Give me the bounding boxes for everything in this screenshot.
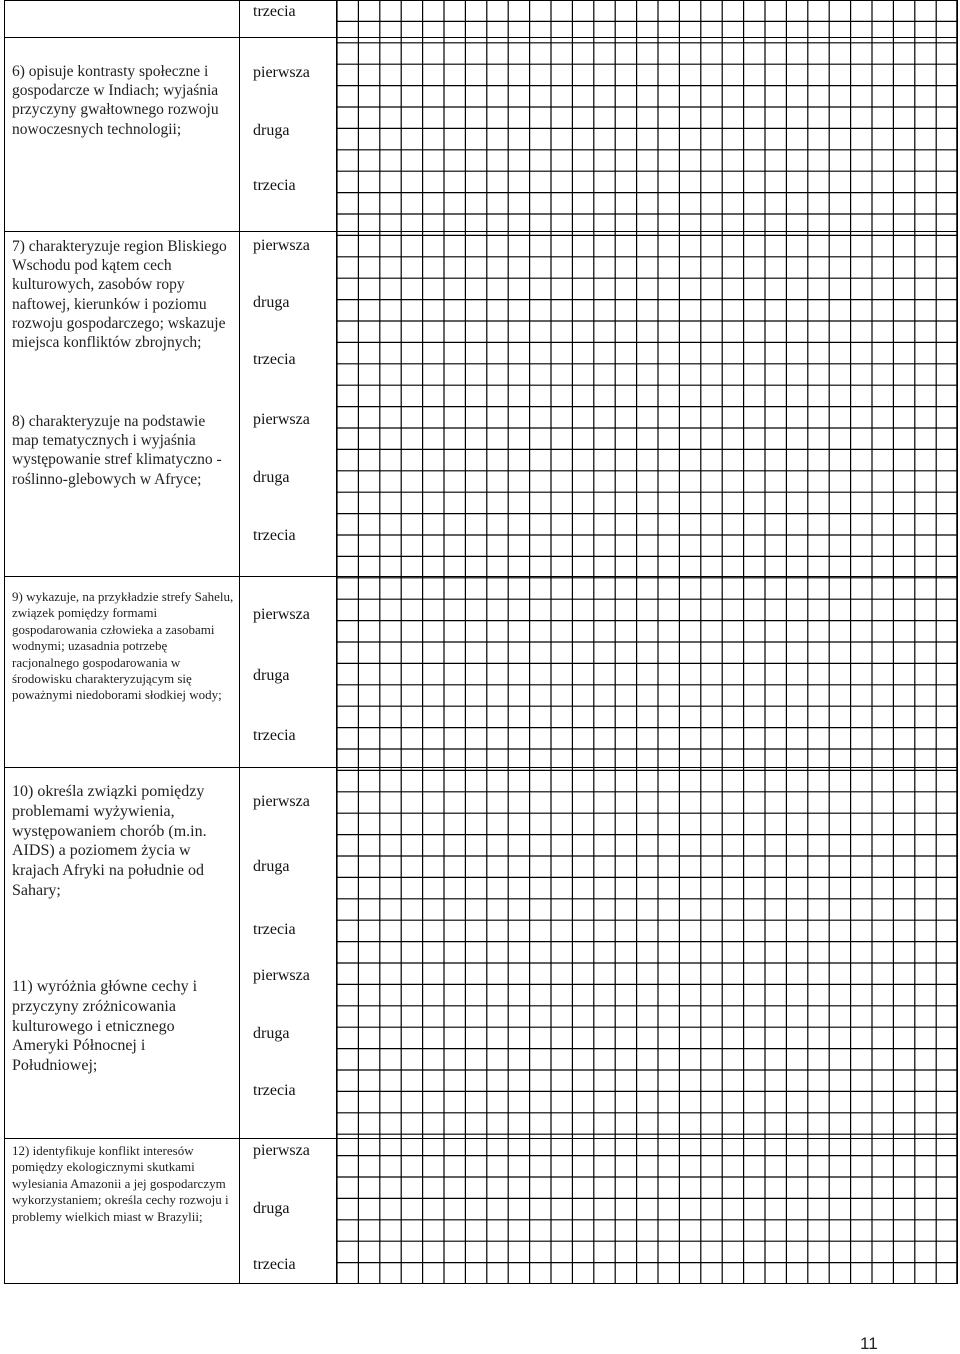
level-label-second: druga [253,858,290,875]
level-label-first: pierwsza [253,967,310,984]
level-label-third: trzecia [253,3,296,20]
level-label-first: pierwsza [253,793,310,810]
level-label-third: trzecia [253,921,296,938]
level-label-second: druga [253,667,290,684]
level-label-third: trzecia [253,177,296,194]
task-item: 12) identyfikuje konflikt interesów pomiędzy ekologicznymi skutkami wylesiania Amazonii a jej gospodarczym wykorzystaniem; określa cechy rozwoju i problemy wielkich miast w Brazylii; [12,1143,229,1224]
page-number: 11 [860,1334,878,1353]
task-item: 6) opisuje kontrasty społeczne i gospodarcze w Indiach; wyjaśnia przyczyny gwałtownego rozwoju nowoczesnych technologii; [12,63,219,138]
level-label-third: trzecia [253,1256,296,1273]
level-label-first: pierwsza [253,411,310,428]
task-item: 10) określa związki pomiędzy problemami wyżywienia, występowaniem chorób (m.in. AIDS) a poziomem życia w krajach Afryki na południe od Sahary; [12,783,207,900]
task-item: 11) wyróżnia główne cechy i przyczyny zróżnicowania kulturowego i etnicznego Ameryki Północnej i Południowej; [12,978,198,1075]
level-label-second: druga [253,122,290,139]
level-label-second: druga [253,1200,290,1217]
level-label-third: trzecia [253,351,296,368]
level-label-first: pierwsza [253,64,310,81]
assessment-grid [337,0,958,1284]
task-item: 9) wykazuje, na przykładzie strefy Sahelu, związek pomiędzy formami gospodarowania człowieka a zasobami wodnymi; uzasadnia potrzebę racjonalnego gospodarowania w środowisku charakteryzującym się poważnymi niedoborami słodkiej wody; [12,589,234,703]
level-label-first: pierwsza [253,606,310,623]
column-divider [239,0,240,1284]
level-label-second: druga [253,469,290,486]
level-label-third: trzecia [253,527,296,544]
level-label-third: trzecia [253,1082,296,1099]
task-item: 7) charakteryzuje region Bliskiego Wschodu pod kątem cech kulturowych, zasobów ropy naftowej, kierunków i poziomu rozwoju gospodarczego; wskazuje miejsca konfliktów zbrojnych; [12,238,227,352]
level-label-second: druga [253,294,290,311]
level-label-first: pierwsza [253,237,310,254]
level-label-third: trzecia [253,727,296,744]
task-item: 8) charakteryzuje na podstawie map tematycznych i wyjaśnia występowanie stref klimatyczno - roślinno-glebowych w Afryce; [12,413,222,488]
level-label-first: pierwsza [253,1142,310,1159]
level-label-second: druga [253,1025,290,1042]
